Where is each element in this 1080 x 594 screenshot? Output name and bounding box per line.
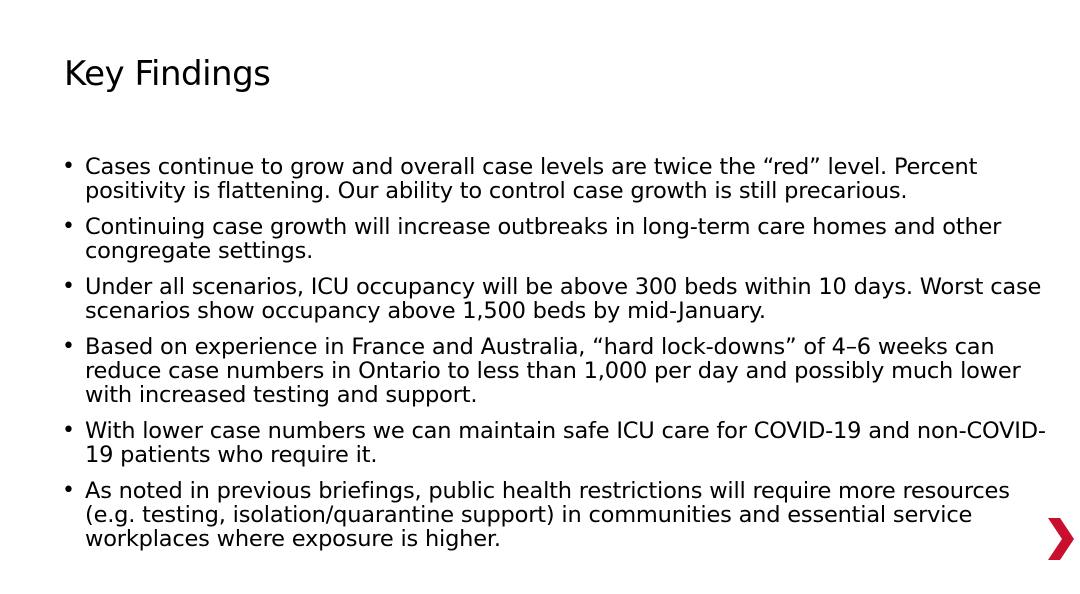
bullet-item [60,275,1050,323]
bullet-dot: • [62,154,75,179]
bullet-list [60,155,1050,563]
bullet-text: Continuing case growth will increase outbreaks in long-term care homes and other congregate settings. [85,214,1002,264]
chevron-right-shape [1048,518,1074,560]
bullet-item [60,215,1050,263]
bullet-item [60,419,1050,467]
bullet-item [60,479,1050,551]
bullet-item [60,335,1050,407]
bullet-text: Cases continue to grow and overall case levels are twice the “red” level. Percent positivity is flattening. Our ability to control case growth is still precarious. [85,154,978,204]
bullet-text: With lower case numbers we can maintain safe ICU care for COVID-19 and non-COVID-19 patients who require it. [85,418,1046,468]
slide-title: Key Findings [64,54,271,94]
bullet-text: Under all scenarios, ICU occupancy will be above 300 beds within 10 days. Worst case scenarios show occupancy above 1,500 beds by mid-January. [85,274,1042,324]
bullet-dot: • [62,418,75,443]
bullet-dot: • [62,334,75,359]
bullet-item [60,155,1050,203]
chevron-right-icon[interactable] [1046,516,1076,562]
bullet-dot: • [62,274,75,299]
bullet-dot: • [62,214,75,239]
bullet-text: Based on experience in France and Australia, “hard lock-downs” of 4–6 weeks can reduce case numbers in Ontario to less than 1,000 per day and possibly much lower with increased testing and support. [85,334,1021,408]
bullet-dot: • [62,478,75,503]
bullet-text: As noted in previous briefings, public health restrictions will require more resources (e.g. testing, isolation/quarantine support) in communities and essential service workplaces where exposure is higher. [85,478,1010,552]
